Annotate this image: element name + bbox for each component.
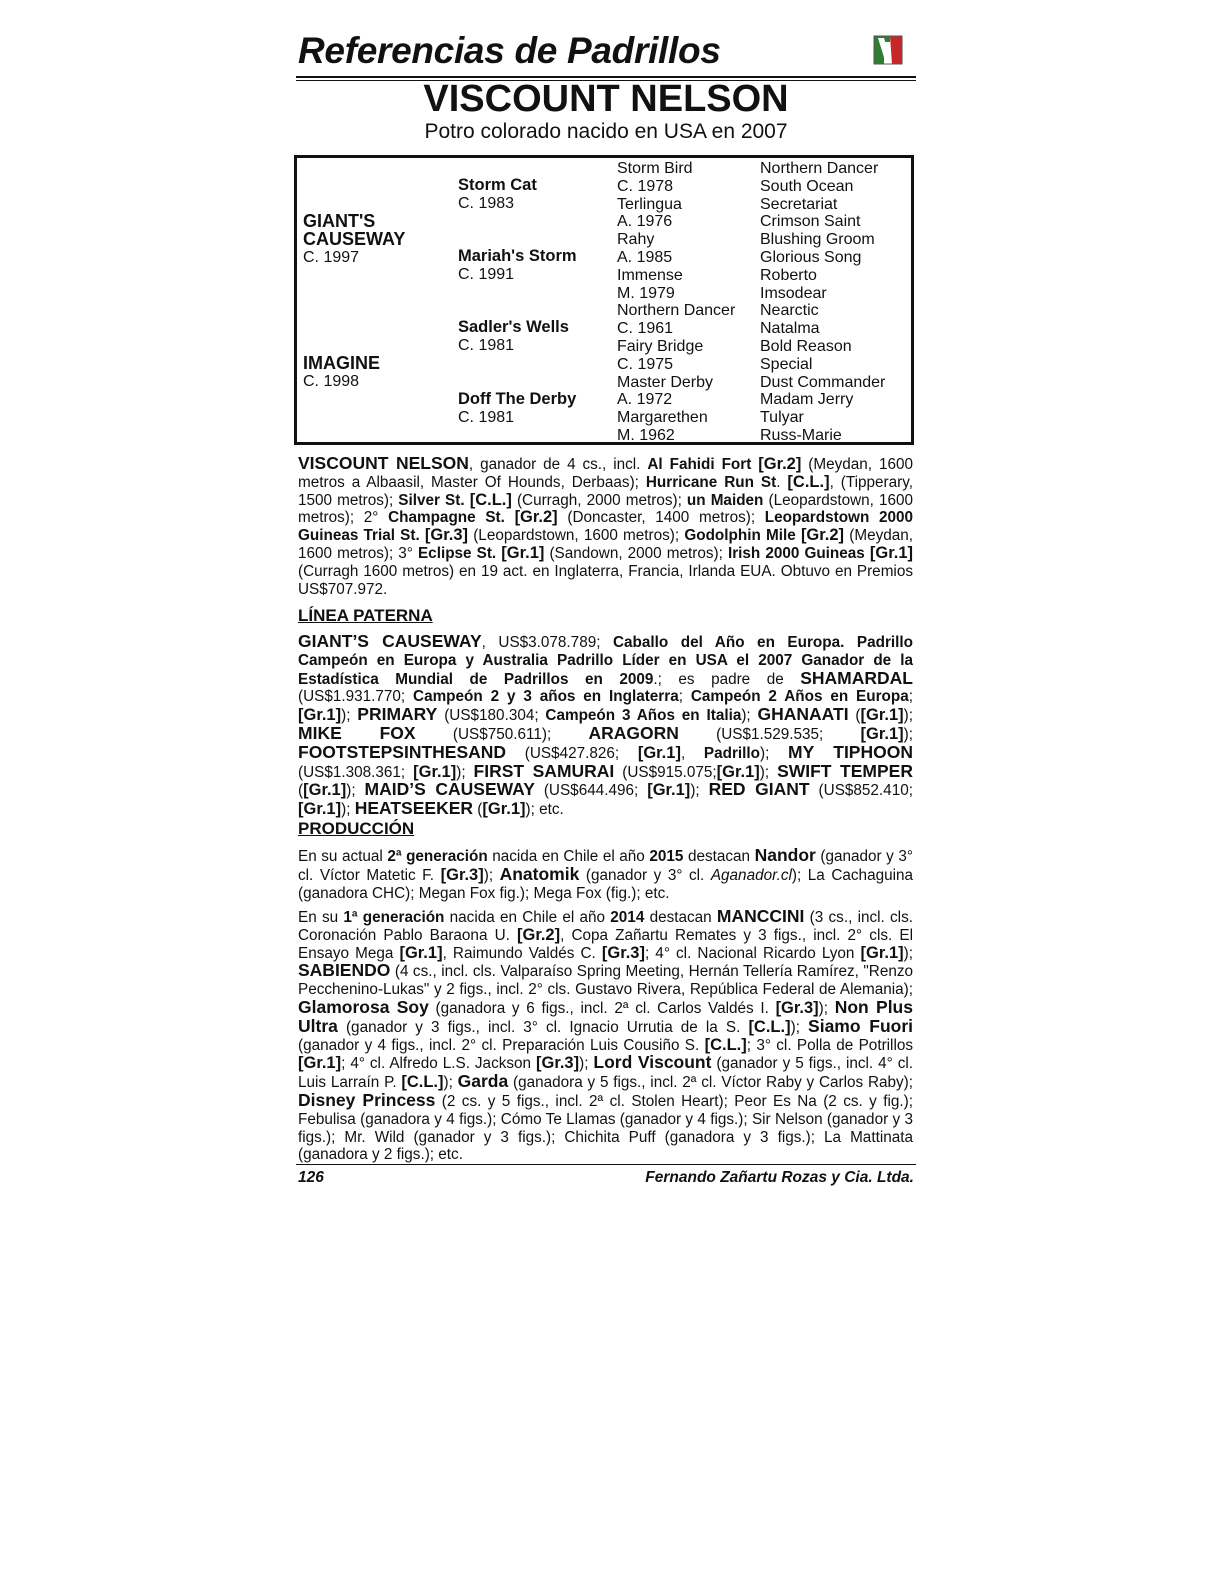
text-segment: (Meydan, 1600 metros a Albaasil, Master Of Hounds, Derbaas); (298, 456, 914, 491)
text-segment: ); (760, 744, 789, 762)
text-segment: [Gr.1] (298, 1054, 342, 1073)
ancestor-gen3: M. 1979 (617, 284, 675, 302)
text-segment: [Gr.1] (647, 781, 691, 800)
text-segment: ); etc. (525, 801, 564, 819)
text-segment: MIKE FOX (298, 722, 416, 743)
text-segment: (ganador y 3 figs., incl. 3° cl. Ignacio Urrutia de la S. (337, 1018, 749, 1036)
ancestor-gen4: Glorious Song (760, 249, 862, 266)
farm-logo-icon (868, 30, 908, 70)
text-segment: , Raimundo Valdés C. (442, 944, 602, 962)
text-segment: (Doncaster, 1400 metros); (557, 509, 765, 527)
text-segment: ( (848, 707, 861, 725)
text-segment: , (Tipperary, 1500 metros); (298, 473, 914, 509)
text-segment: [Gr.1] (716, 762, 760, 781)
text-segment: (US$915.075; (614, 763, 717, 781)
text-segment: SWIFT TEMPER (777, 760, 913, 781)
ancestor-gen4: Special (760, 355, 813, 373)
text-segment: , US$3.078.789; (481, 634, 613, 651)
sire-year: C. 1997 (303, 249, 360, 266)
text-segment: [Gr.2] (517, 925, 561, 944)
footer-rule (296, 1164, 916, 1165)
sire-line-paragraph (298, 633, 913, 819)
ancestor-gen3: C. 1961 (617, 320, 674, 338)
text-segment: Leopardstown 2000 Guineas Trial St. (298, 509, 914, 545)
text-segment: ; 4° cl. Alfredo L.S. Jackson (341, 1055, 536, 1073)
text-segment: [Gr.1] (637, 743, 681, 762)
text-segment: ); (741, 707, 758, 725)
text-segment: ( (298, 782, 304, 800)
horse-description: Potro colorado nacido en USA en 2007 (424, 120, 788, 143)
text-segment: [Gr.3] (424, 526, 469, 545)
ancestor-gen4: Madam Jerry (760, 391, 854, 409)
text-segment: [Gr.1] (869, 543, 913, 562)
text-segment: Anatomik (499, 863, 580, 884)
text-segment: Nandor (754, 845, 816, 865)
text-segment: SHAMARDAL (800, 667, 913, 688)
dam-year: C. 1998 (303, 373, 360, 390)
text-segment: 2015 (649, 848, 684, 865)
ancestor-gen3: Master Derby (617, 373, 714, 391)
text-segment: [Gr.1] (860, 706, 904, 725)
ancestor-gen4: South Ocean (760, 177, 854, 195)
text-segment: HEATSEEKER (354, 798, 474, 819)
grandsire-maternal: Sadler's Wells (458, 318, 569, 336)
text-segment: (ganadora y 6 figs., incl. 2ª cl. Carlos Valdés I. (428, 999, 776, 1017)
ancestor-gen4: Imsodear (760, 284, 827, 302)
text-segment: MANCCINI (716, 906, 805, 926)
text-segment: ; (678, 688, 691, 706)
ancestor-gen4: Natalma (760, 320, 820, 338)
ancestor-gen4: Dust Commander (760, 373, 886, 391)
text-segment: MAID’S CAUSEWAY (364, 779, 535, 800)
text-segment: ); (346, 782, 365, 800)
text-segment: (Sandown, 2000 metros); (544, 544, 728, 562)
page-header-title: Referencias de Padrillos (298, 30, 721, 71)
text-segment: [Gr.1] (482, 800, 526, 819)
text-segment: GHANAATI (757, 704, 849, 725)
text-segment: Silver St. (398, 491, 465, 509)
text-segment: 2ª generación (387, 848, 488, 865)
text-segment: ); (818, 999, 835, 1017)
text-segment: [C.L.] (401, 1073, 444, 1092)
granddam-maternal: Doff The Derby (458, 390, 577, 408)
text-segment: ); La Cachaguina (ganadora CHC); Megan Fox fig.); Mega Fox (fig.); etc. (298, 866, 913, 902)
text-segment: En su (298, 909, 344, 926)
text-segment: ; 4° cl. Nacional Ricardo Lyon (644, 944, 861, 962)
text-segment: VISCOUNT NELSON (298, 453, 469, 473)
text-segment: [Gr.1] (298, 800, 342, 819)
ancestor-gen4: Russ-Marie (760, 427, 842, 444)
text-segment: 1ª generación (343, 909, 445, 926)
text-segment: (US$180.304; (437, 707, 546, 725)
text-segment: ); (790, 1018, 809, 1036)
ancestor-gen3: C. 1975 (617, 355, 674, 373)
text-segment: ARAGORN (588, 722, 679, 743)
text-segment: [C.L.] (704, 1035, 747, 1054)
text-segment: , ganador de 4 cs., incl. (468, 456, 648, 473)
text-segment: ); (903, 944, 913, 962)
text-segment: Lord Viscount (593, 1052, 712, 1073)
text-segment: ; (908, 688, 914, 706)
text-segment: (US$427.826; (506, 744, 638, 762)
sire-name-line2: CAUSEWAY (303, 229, 406, 249)
text-segment: Eclipse St. (417, 544, 497, 562)
text-segment: [Gr.3] (601, 943, 645, 962)
ancestor-gen4: Roberto (760, 266, 817, 284)
granddam-paternal: Mariah's Storm (458, 247, 577, 265)
text-segment: ); (443, 1074, 458, 1092)
text-segment: [Gr.2] (800, 526, 845, 545)
sire-name-line1: GIANT'S (303, 211, 376, 231)
text-segment: destacan (683, 848, 755, 865)
text-segment: (ganador y 3° cl. (579, 866, 711, 884)
section-title-linea-paterna: LÍNEA PATERNA (298, 606, 433, 625)
text-segment: [C.L.] (787, 472, 830, 491)
grandsire-paternal: Storm Cat (458, 176, 537, 194)
ancestor-gen4: Blushing Groom (760, 231, 875, 249)
ancestor-gen4: Northern Dancer (760, 160, 879, 177)
text-segment: ); (903, 707, 913, 725)
text-segment: Al Fahidi Fort (647, 456, 752, 473)
page-number: 126 (298, 1169, 324, 1186)
racing-record-paragraph (298, 455, 913, 598)
ancestor-gen4: Crimson Saint (760, 213, 861, 231)
ancestor-gen4: Tulyar (760, 409, 804, 427)
text-segment: Non Plus Ultra (298, 996, 913, 1036)
ancestor-gen3: Northern Dancer (617, 302, 736, 320)
text-segment: FIRST SAMURAI (473, 760, 615, 781)
text-segment: ); (759, 763, 778, 781)
ancestor-gen3: A. 1972 (617, 391, 673, 409)
ancestor-gen4: Secretariat (760, 195, 838, 213)
text-segment: ); (690, 782, 709, 800)
text-segment: (Curragh, 2000 metros); (511, 491, 687, 509)
text-segment: (ganadora y 5 figs., incl. 2ª cl. Víctor Raby y Carlos Raby); (508, 1074, 913, 1092)
ancestor-gen3: Storm Bird (617, 160, 693, 177)
text-segment: Hurricane Run St (645, 473, 777, 491)
publisher-name: Fernando Zañartu Rozas y Cia. Ltda. (645, 1169, 914, 1186)
text-segment: Garda (457, 1071, 509, 1092)
text-segment: destacan (644, 909, 717, 926)
ancestor-gen3: A. 1976 (617, 213, 673, 231)
text-segment: (Leopardstown, 1600 metros); 2° (298, 491, 914, 527)
text-segment: SABIENDO (298, 960, 391, 981)
text-segment: (US$750.611); (415, 725, 589, 743)
text-segment: FOOTSTEPSINTHESAND (298, 741, 507, 762)
ancestor-gen3: Rahy (617, 231, 655, 249)
second-generation-paragraph (298, 847, 913, 902)
text-segment: RED GIANT (708, 779, 810, 800)
text-segment: (4 cs., incl. cls. Valparaíso Spring Meeting, Hernán Tellería Ramírez, "Renzo Pecchenino-Lukas" y 2 figs., incl. 2° cls. Gustavo Rivera, República Federal de Alemania); (298, 963, 913, 999)
ancestor-gen3: C. 1978 (617, 177, 674, 195)
grandsire-paternal-year: C. 1983 (458, 195, 515, 212)
text-segment: Padrillo (703, 744, 760, 762)
ancestor-gen3: Margarethen (617, 409, 708, 427)
text-segment: [Gr.1] (303, 781, 347, 800)
text-segment: Campeón 2 Años en Europa (690, 688, 909, 706)
text-segment: nacida en Chile el año (487, 848, 650, 865)
text-segment: Campeón 3 Años en Italia (545, 707, 742, 725)
ancestor-gen3: Terlingua (617, 195, 682, 213)
text-segment: [Gr.1] (860, 943, 904, 962)
text-segment: (Curragh 1600 metros) en 19 act. en Inglaterra, Francia, Irlanda EUA. Obtuvo en Premios US$707.972. (298, 562, 913, 598)
text-segment: ); (579, 1055, 594, 1073)
text-segment: [Gr.3] (775, 998, 819, 1017)
text-segment: PRIMARY (357, 704, 438, 725)
text-segment: 2014 (610, 909, 645, 926)
ancestor-gen3: Fairy Bridge (617, 338, 704, 355)
text-segment: (Leopardstown, 1600 metros); (468, 527, 685, 545)
first-generation-paragraph (298, 908, 913, 1164)
ancestor-gen4: Bold Reason (760, 338, 852, 355)
text-segment: [Gr.2] (514, 508, 558, 527)
text-segment: nacida en Chile el año (444, 909, 611, 926)
text-segment: [Gr.1] (501, 543, 545, 562)
text-segment: ); (903, 725, 913, 743)
ancestor-gen3: M. 1962 (617, 427, 675, 444)
text-segment: MY TIPHOON (788, 741, 913, 762)
ancestor-gen3: A. 1985 (617, 249, 673, 266)
text-segment: , Copa Zañartu Remates y 3 figs., incl. 2° cls. El Ensayo Mega (298, 926, 913, 962)
text-segment: ); (341, 801, 355, 819)
text-segment: (US$1.529.535; (678, 725, 861, 743)
text-segment: [C.L.] (748, 1017, 791, 1036)
text-segment: [Gr.2] (758, 455, 802, 473)
text-segment: (ganador y 3° cl. Víctor Matetic F. (298, 848, 913, 884)
text-segment: ); (456, 763, 474, 781)
text-segment: [Gr.1] (860, 724, 904, 743)
text-segment: [Gr.1] (399, 943, 443, 962)
text-segment: (US$1.308.361; (298, 763, 414, 781)
dam-name: IMAGINE (303, 353, 381, 373)
text-segment: [Gr.3] (536, 1054, 580, 1073)
text-segment: [Gr.1] (298, 706, 342, 725)
pedigree-table (294, 155, 914, 445)
text-segment (505, 509, 515, 526)
text-segment: (US$852.410; (809, 782, 913, 800)
grandsire-maternal-year: C. 1981 (458, 337, 515, 354)
text-segment: En su actual (298, 848, 388, 865)
text-segment: ); (483, 866, 500, 884)
text-segment: Siamo Fuori (808, 1015, 913, 1036)
text-segment: (2 cs. y 5 figs., incl. 2ª cl. Stolen Heart); Peor Es Na (2 cs. y fig.); Febulisa (ganadora y 4 figs.); Cómo Te Llamas (ganador y 4 figs.); Sir Nelson (ganador y 3 figs.); Mr. Wild (ganador y 3 figs.); Chichita Puff (ganadora y 3 figs.); La Mattinata (ganadora y 2 figs.); etc. (298, 1092, 913, 1164)
text-segment: (3 cs., incl. cls. Coronación Pablo Baraona U. (298, 909, 913, 944)
text-segment: [C.L.] (469, 490, 512, 509)
text-segment: .; es padre de (653, 670, 801, 688)
text-segment: , (680, 744, 704, 762)
horse-name: VISCOUNT NELSON (423, 78, 789, 120)
text-segment: ( (473, 801, 483, 819)
text-segment: Glamorosa Soy (298, 996, 429, 1017)
text-segment: (Meydan, 1600 metros); 3° (298, 527, 913, 562)
ancestor-gen4: Nearctic (760, 302, 819, 320)
section-title-produccion: PRODUCCIÓN (298, 819, 415, 838)
text-segment: GIANT’S CAUSEWAY (298, 631, 482, 651)
text-segment: Campeón 2 y 3 años en Inglaterra (413, 688, 679, 706)
text-segment: Godolphin Mile (684, 527, 796, 545)
text-segment: ); (341, 707, 358, 725)
text-segment: Aganador.cl (710, 866, 792, 884)
text-segment: ; 3° cl. Polla de Potrillos (746, 1036, 914, 1054)
granddam-paternal-year: C. 1991 (458, 266, 515, 283)
text-segment: . (776, 473, 788, 491)
text-segment: un Maiden (686, 491, 764, 509)
text-segment: (US$1.931.770; (298, 688, 414, 706)
text-segment: (ganador y 5 figs., incl. 4° cl. Luis Larraín P. (298, 1055, 913, 1092)
text-segment: [Gr.1] (413, 762, 457, 781)
text-segment: Irish 2000 Guineas (727, 544, 865, 562)
text-segment: Champagne St. (388, 509, 505, 527)
text-segment: (US$644.496; (534, 782, 648, 800)
text-segment: Caballo del Año en Europa. Padrillo Campeón en Europa y Australia Padrillo Líder en USA el 2007 Ganador de la Estadística Mundial de Padrillos en 2009 (298, 634, 913, 688)
text-segment: [Gr.3] (440, 865, 484, 884)
text-segment: Disney Princess (298, 1089, 436, 1110)
text-segment: (ganador y 4 figs., incl. 2° cl. Preparación Luis Cousiño S. (298, 1036, 705, 1054)
ancestor-gen3: Immense (617, 266, 683, 284)
granddam-maternal-year: C. 1981 (458, 409, 515, 426)
